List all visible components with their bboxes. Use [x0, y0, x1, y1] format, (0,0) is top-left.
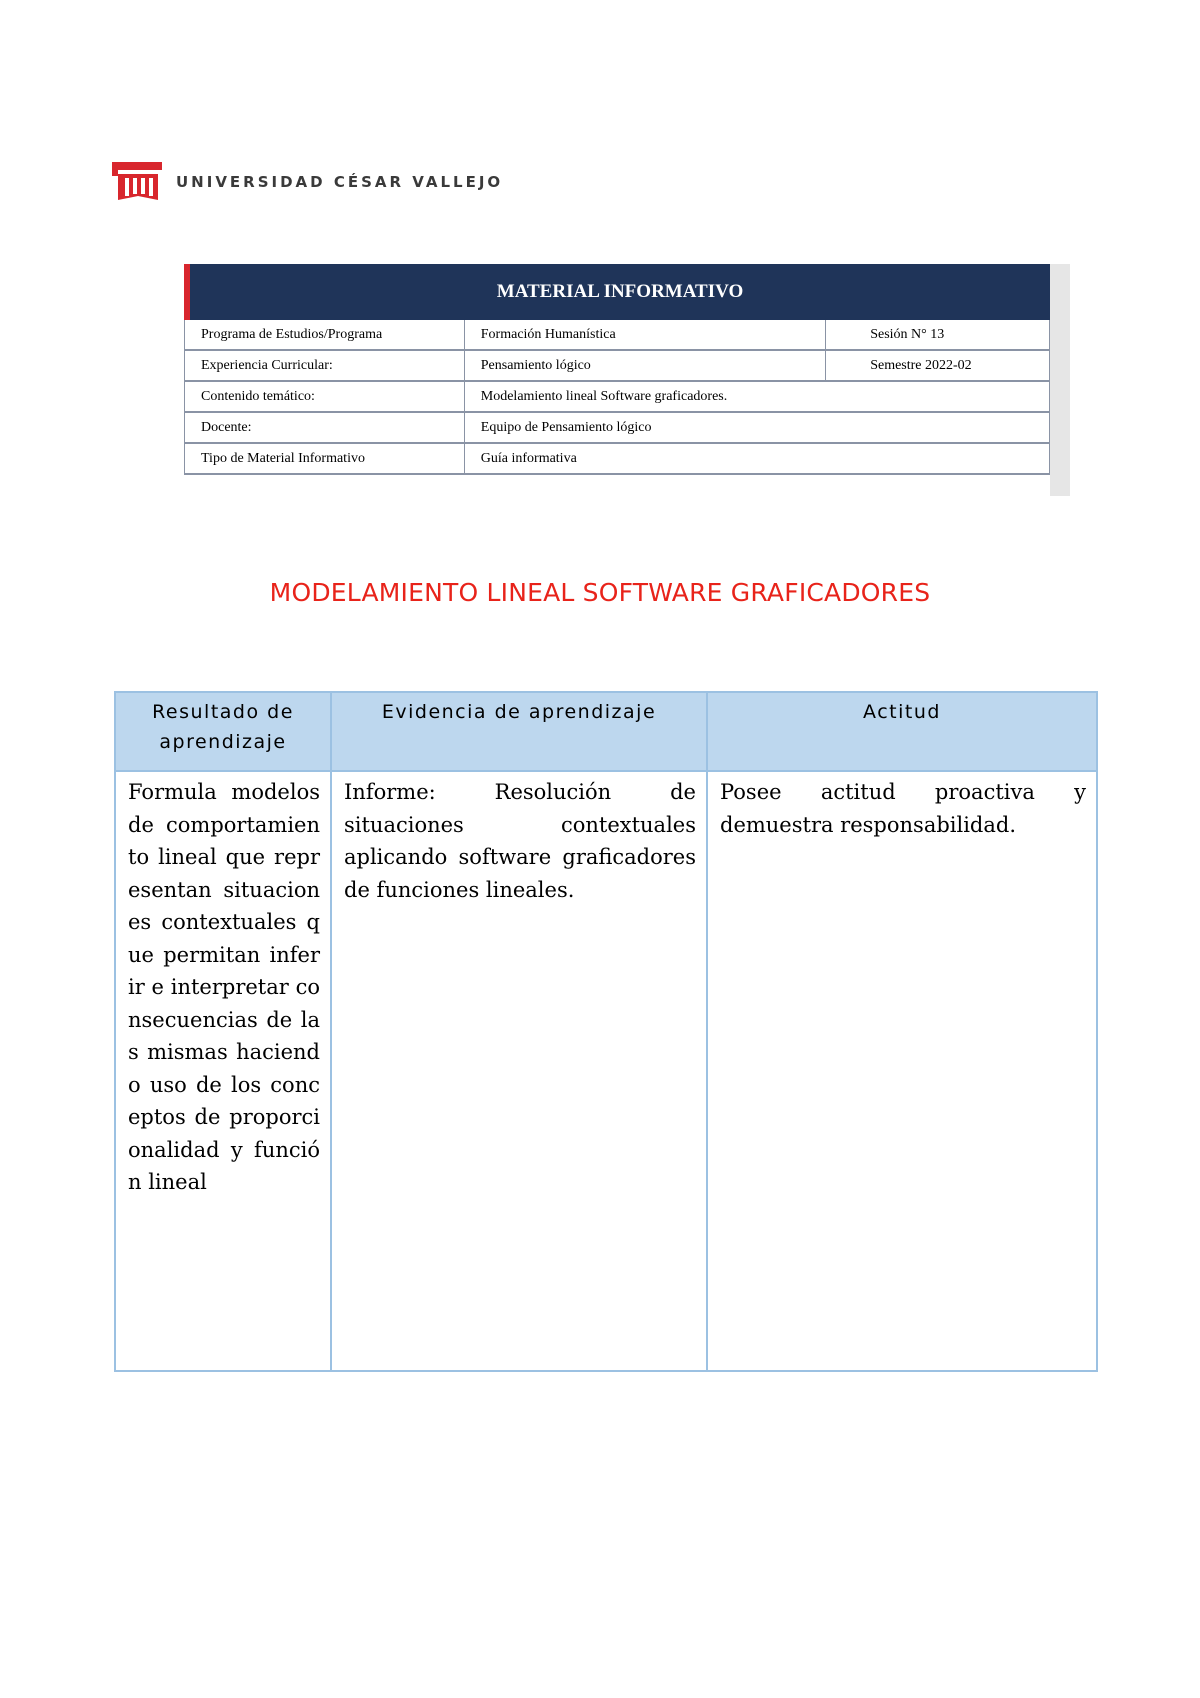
info-box [184, 264, 1070, 496]
cell-learning-result: Formula modelos de comportamiento lineal que representan situaciones contextuales que permitan inferir e interpretar consecuencias de las mismas haciendo uso de los conceptos de proporcionalidad y función lineal [115, 771, 331, 1371]
info-value: Pensamiento lógico [464, 350, 825, 381]
info-row [185, 443, 1050, 474]
cell-learning-evidence: Informe: Resolución de situaciones contextuales aplicando software graficadores de funciones lineales. [331, 771, 707, 1371]
info-row [185, 320, 1050, 350]
info-label: Tipo de Material Informativo [185, 443, 465, 474]
info-extra: Sesión N° 13 [826, 320, 1050, 350]
competency-table [114, 691, 1098, 1372]
table-row [115, 771, 1097, 1371]
competency-header-row [115, 692, 1097, 771]
university-logo [112, 162, 503, 202]
info-label: Contenido temático: [185, 381, 465, 412]
info-box-title: MATERIAL INFORMATIVO [184, 264, 1050, 320]
header-learning-evidence: Evidencia de aprendizaje [331, 692, 707, 771]
info-value: Guía informativa [464, 443, 1049, 474]
info-row [185, 350, 1050, 381]
info-value: Formación Humanística [464, 320, 825, 350]
info-box-shadow [1050, 264, 1070, 496]
info-extra: Semestre 2022-02 [826, 350, 1050, 381]
info-label: Docente: [185, 412, 465, 443]
logo-text: UNIVERSIDAD CÉSAR VALLEJO [176, 173, 504, 191]
document-title: MODELAMIENTO LINEAL SOFTWARE GRAFICADORES [269, 578, 931, 607]
header-attitude: Actitud [707, 692, 1097, 771]
university-shield-icon [112, 162, 162, 202]
info-label: Programa de Estudios/Programa [185, 320, 465, 350]
info-value: Equipo de Pensamiento lógico [464, 412, 1049, 443]
info-label: Experiencia Curricular: [185, 350, 465, 381]
info-row [185, 381, 1050, 412]
header-learning-result: Resultado de aprendizaje [115, 692, 331, 771]
cell-attitude: Posee actitud proactiva y demuestra responsabilidad. [707, 771, 1097, 1371]
info-table [184, 320, 1050, 475]
info-row [185, 412, 1050, 443]
info-value: Modelamiento lineal Software graficadores. [464, 381, 1049, 412]
